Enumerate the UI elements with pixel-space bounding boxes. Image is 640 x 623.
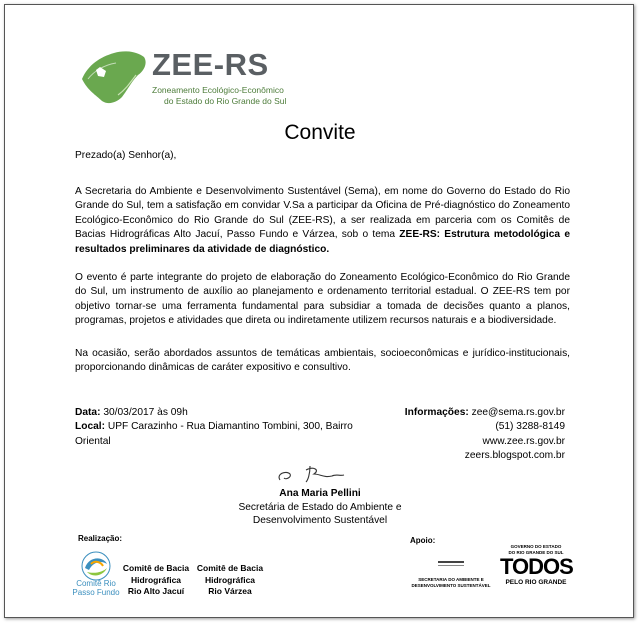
brand-subtitle: [152, 85, 286, 107]
signature-scribble: [240, 460, 350, 488]
paragraph-1-theme: ZEE-RS: Estrutura metodológica e resultados preliminares da atividade de diagnóstico.: [75, 229, 570, 255]
event-date: Data: 30/03/2017 às 09h: [75, 407, 188, 418]
comite-alto-jacui-line1: Comitê de Bacia: [122, 563, 190, 573]
gov-line1: GOVERNO DO ESTADO: [510, 544, 562, 549]
signer-role-line2: Desenvolvimento Sustentável: [252, 515, 388, 526]
contact-blog[interactable]: zeers.blogspot.com.br: [464, 450, 565, 462]
contact-email-row: Informações: zee@sema.rs.gov.br: [404, 407, 565, 418]
place-value: UPF Carazinho - Rua Diamantino Tombini, 300, Bairro Oriental: [75, 421, 353, 447]
signer-name: Ana Maria Pellini: [279, 488, 361, 499]
zee-rs-logo: [78, 45, 338, 115]
sema-line2: DESENVOLVIMENTO SUSTENTÁVEL: [411, 583, 491, 588]
date-label: Data: [75, 407, 98, 418]
paragraph-1-text: A Secretaria do Ambiente e Desenvolvimento Sustentável (Sema), em nome do Governo do Estado do Rio Grande do Sul, tem a satisfação em convidar V.Sa a participar da Oficina de Pré-diagnóstico do Zoneamento Ecológico-Econômico do Rio Grande do Sul (ZEE-RS), a ser realizada em parceria com os Comitês de Bacias Hidrográficas Alto Jacuí, Passo Fundo e Várzea, sob o tema: [75, 186, 570, 241]
paragraph-2: O evento é parte integrante do projeto de elaboração do Zoneamento Ecológico-Econômico do Rio Grande do Sul, um instrumento de auxílio ao planejamento e ordenamento territorial estadual. O ZEE-RS tem por objetivo tornar-se uma ferramenta fundamental para subsidiar a tomada de decisões quanto a planos, programas, projetos e atividades que direta ou indiretamente utilizem recursos naturais e a biodiversidade.: [75, 272, 570, 327]
realizacao-label: Realização:: [78, 534, 123, 543]
comite-varzea-line3: Rio Várzea: [208, 586, 252, 596]
contact-label: Informações: [404, 407, 466, 418]
sema-emblem-icon: [436, 553, 466, 575]
comite-rio-line2: Passo Fundo: [72, 587, 120, 597]
comite-varzea: [194, 563, 266, 598]
contact-info: [365, 406, 565, 464]
comite-alto-jacui-line3: Rio Alto Jacuí: [127, 586, 185, 596]
page-title: Convite: [284, 121, 356, 144]
governo-rs-logo: [500, 544, 572, 586]
brand-subtitle-line2: do Estado do Rio Grande do Sul: [164, 96, 287, 106]
contact-phone: (51) 3288-8149: [495, 421, 565, 433]
place-label: Local: [75, 421, 102, 433]
paragraph-1: [75, 185, 570, 257]
event-place: Local: UPF Carazinho - Rua Diamantino Tombini, 300, Bairro Oriental: [75, 421, 353, 447]
date-value: 30/03/2017 às 09h: [103, 407, 188, 418]
comite-rio-text: [72, 580, 120, 597]
comite-varzea-line2: Hidrográfica: [204, 574, 256, 585]
rs-map-icon: [78, 45, 150, 107]
comite-varzea-line1: Comitê de Bacia: [196, 563, 264, 573]
todos-subtitle: PELO RIO GRANDE: [505, 579, 567, 586]
comite-rio-line1: Comitê Rio: [76, 579, 116, 588]
todos-word: TODOS: [500, 554, 573, 579]
signature-block: [0, 487, 640, 528]
brand-title: ZEE-RS: [152, 47, 269, 82]
comite-alto-jacui: [120, 563, 192, 598]
gov-line2: DO RIO GRANDE DO SUL: [508, 549, 564, 555]
event-info: [75, 406, 365, 449]
sema-line1: SECRETARIA DO AMBIENTE E: [418, 577, 484, 582]
contact-site[interactable]: www.zee.rs.gov.br: [482, 435, 565, 447]
sema-logo-text: [410, 577, 492, 589]
contact-email[interactable]: zee@sema.rs.gov.br: [471, 407, 565, 418]
paragraph-3: Na ocasião, serão abordados assuntos de temáticas ambientais, socioeconômicas e jurídico-institucionais, proporcionando dinâmicas de caráter expositivo e consultivo.: [75, 348, 570, 374]
brand-subtitle-line1: Zoneamento Ecológico-Econômico: [152, 85, 284, 95]
signer-role-line1: Secretária de Estado do Ambiente e: [238, 501, 402, 513]
comite-alto-jacui-line2: Hidrográfica: [130, 574, 182, 585]
apoio-label: Apoio:: [410, 536, 436, 545]
todos-wordmark: [500, 555, 572, 579]
greeting: Prezado(a) Senhor(a),: [75, 150, 177, 161]
